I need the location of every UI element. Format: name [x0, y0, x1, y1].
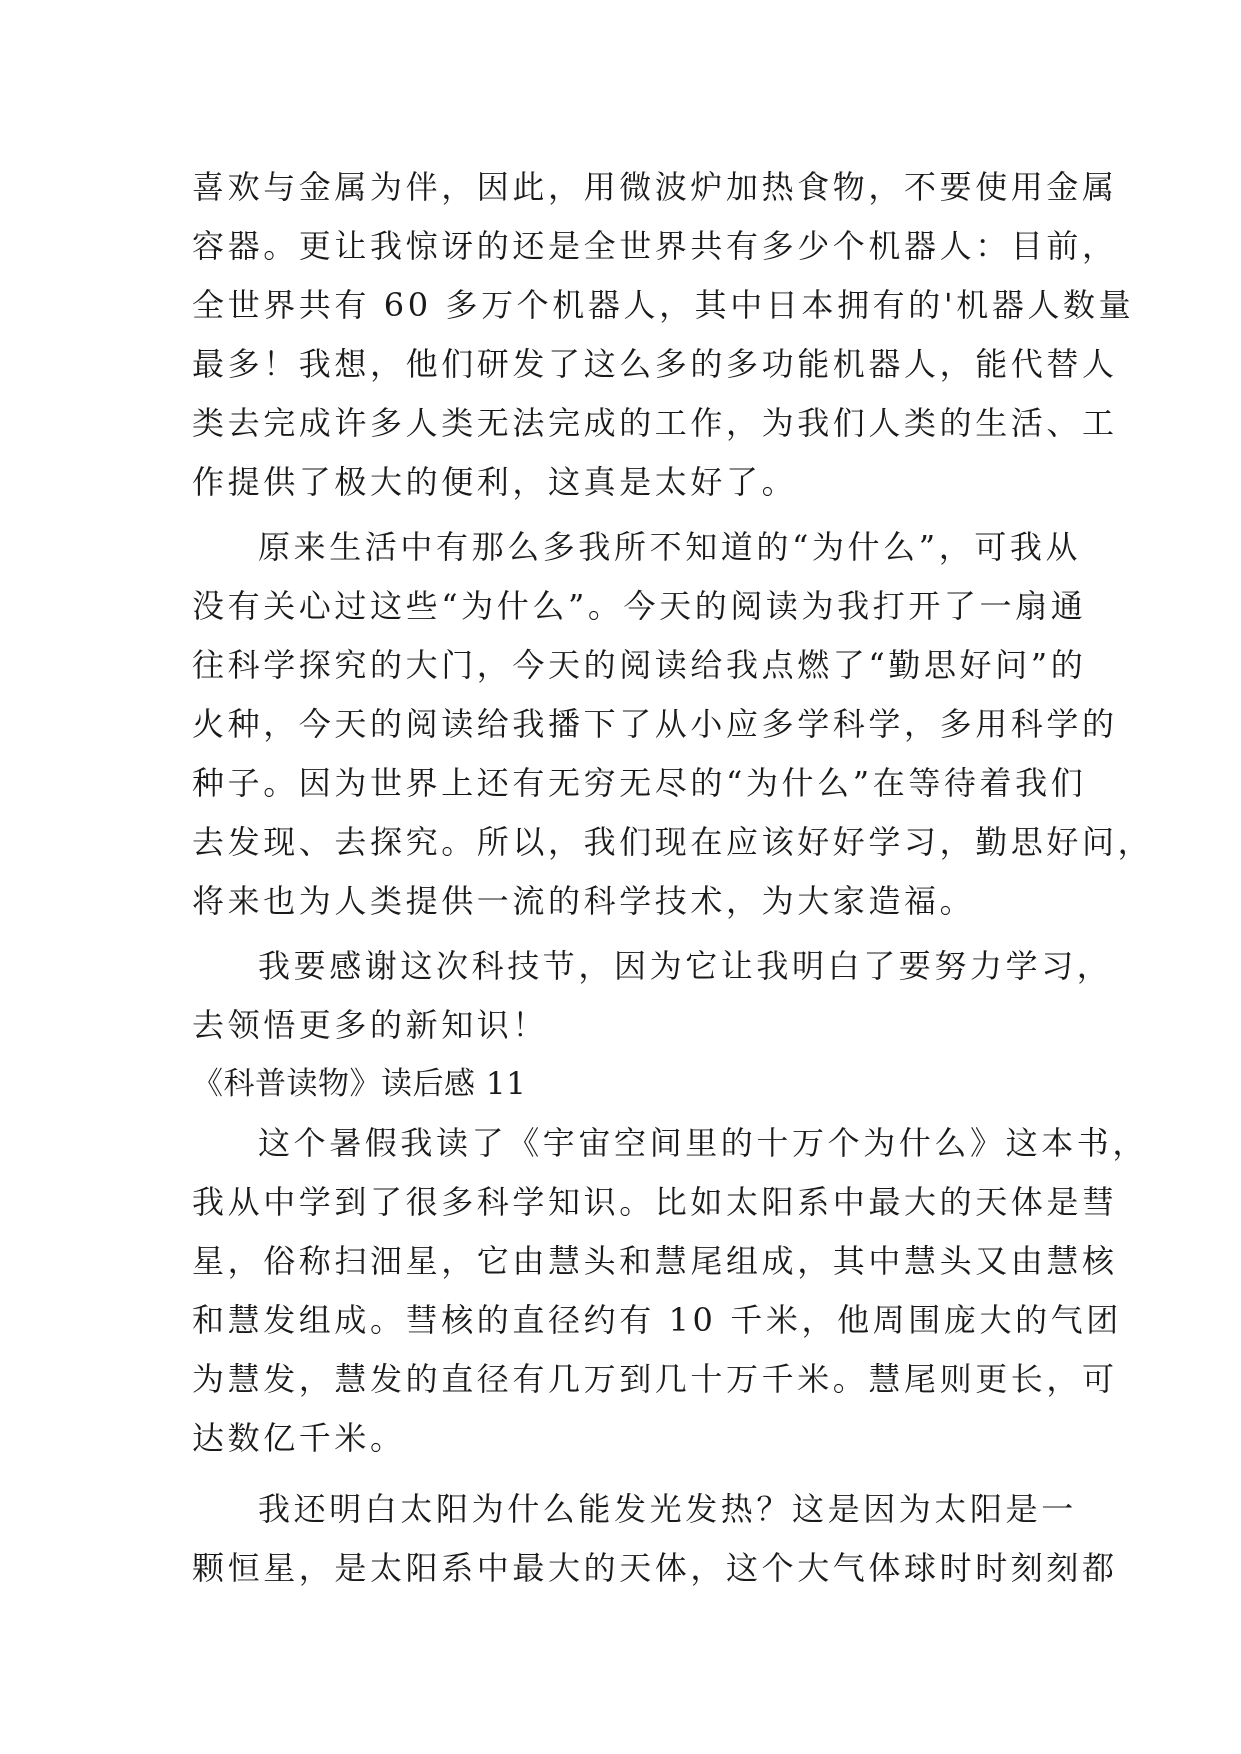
section-title: 《科普读物》读后感 11 — [192, 1066, 527, 1102]
paragraph-spacer — [192, 1468, 1052, 1480]
paragraph-line: 星，俗称扫沺星，它由慧头和慧尾组成，其中慧头又由慧核 — [192, 1242, 1118, 1280]
paragraph-5 — [192, 1480, 1118, 1598]
document-page — [192, 158, 1154, 1598]
paragraph-line: 容器。更让我惊讶的还是全世界共有多少个机器人：目前， — [192, 227, 1118, 265]
paragraph-line: 这个暑假我读了《宇宙空间里的十万个为什么》这本书， — [258, 1124, 1149, 1162]
paragraph-line: 为慧发，慧发的直径有几万到几十万千米。慧尾则更长，可 — [192, 1360, 1118, 1398]
paragraph-line: 颗恒星，是太阳系中最大的天体，这个大气体球时时刻刻都 — [192, 1549, 1118, 1587]
paragraph-line: 最多！我想，他们研发了这么多的多功能机器人，能代替人 — [192, 345, 1118, 383]
paragraph-line: 没有关心过这些“为什么”。今天的阅读为我打开了一扇通 — [192, 587, 1087, 625]
paragraph-line: 作提供了极大的便利，这真是太好了。 — [192, 463, 798, 501]
paragraph-line: 原来生活中有那么多我所不知道的“为什么”，可我从 — [258, 528, 1082, 566]
paragraph-line: 种子。因为世界上还有无穷无尽的“为什么”在等待着我们 — [192, 764, 1087, 802]
paragraph-line: 我从中学到了很多科学知识。比如太阳系中最大的天体是彗 — [192, 1183, 1118, 1221]
paragraph-1 — [192, 158, 1135, 512]
paragraph-3 — [192, 937, 1113, 1055]
paragraph-line: 和慧发组成。彗核的直径约有 10 千米，他周围庞大的气团 — [192, 1301, 1122, 1339]
paragraph-line: 火种，今天的阅读给我播下了从小应多学科学，多用科学的 — [192, 705, 1118, 743]
paragraph-line: 往科学探究的大门，今天的阅读给我点燃了“勤思好问”的 — [192, 646, 1087, 684]
paragraph-4 — [192, 1114, 1149, 1468]
paragraph-line: 我要感谢这次科技节，因为它让我明白了要努力学习， — [258, 947, 1113, 985]
paragraph-line: 将来也为人类提供一流的科学技术，为大家造福。 — [192, 882, 976, 920]
paragraph-line: 全世界共有 60 多万个机器人，其中日本拥有的'机器人数量 — [192, 286, 1135, 324]
paragraph-line: 去领悟更多的新知识！ — [192, 1006, 549, 1044]
paragraph-line: 去发现、去探究。所以，我们现在应该好好学习，勤思好问， — [192, 823, 1154, 861]
paragraph-line: 类去完成许多人类无法完成的工作，为我们人类的生活、工 — [192, 404, 1118, 442]
paragraph-line: 达数亿千米。 — [192, 1419, 406, 1457]
paragraph-line: 我还明白太阳为什么能发光发热？这是因为太阳是一 — [258, 1490, 1077, 1528]
paragraph-line: 喜欢与金属为伴，因此，用微波炉加热食物，不要使用金属 — [192, 168, 1118, 206]
paragraph-2 — [192, 518, 1154, 931]
